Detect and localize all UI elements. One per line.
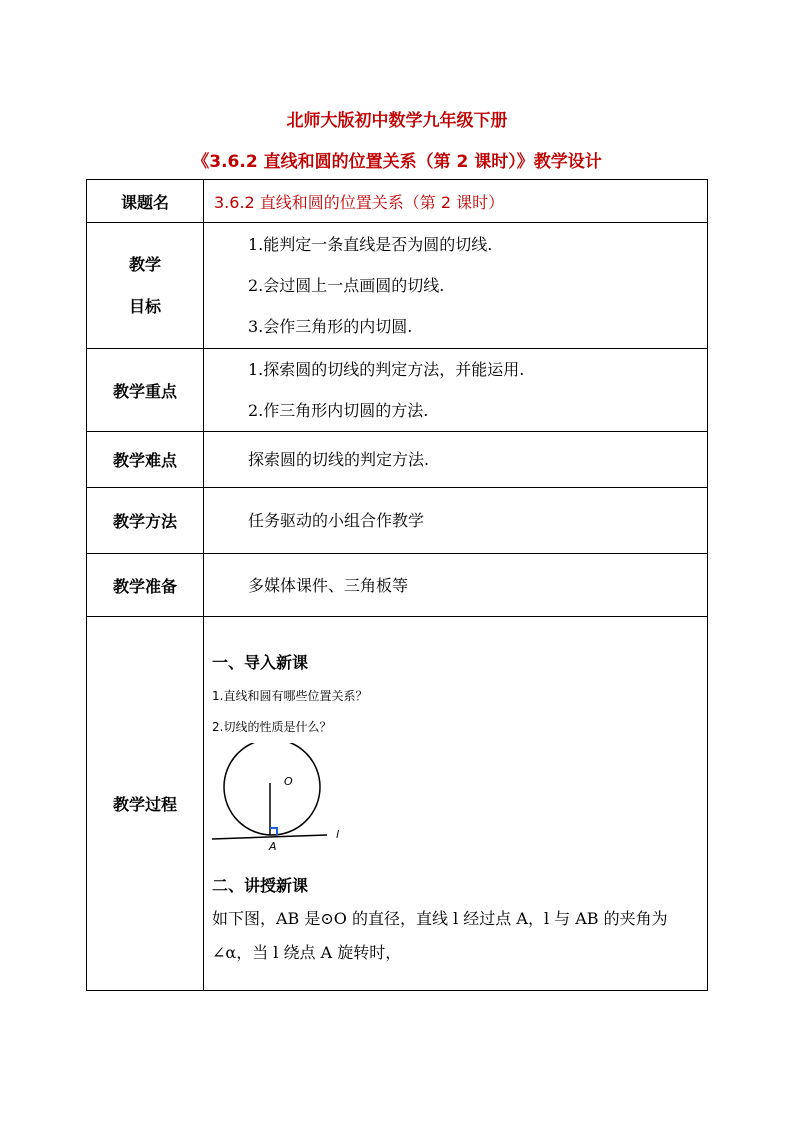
center-label: O	[284, 774, 293, 788]
table-row-preparation	[87, 554, 708, 617]
goals-content	[204, 223, 708, 349]
lesson-paragraph: 如下图，AB 是⊙O 的直径，直线 l 经过点 A，l 与 AB 的夹角为∠α，当 l 绕点 A 旋转时，	[212, 908, 668, 962]
table-row-goals	[87, 223, 708, 349]
method-label: 教学方法	[87, 488, 204, 554]
method-value	[204, 488, 708, 554]
process-label: 教学过程	[87, 617, 204, 991]
line-label: l	[336, 827, 340, 841]
difficulty-text: 探索圆的切线的判定方法.	[248, 450, 430, 469]
section-title-intro: 一、导入新课	[212, 652, 309, 672]
key-points-label: 教学重点	[87, 349, 204, 432]
difficulty-value	[204, 432, 708, 488]
goal-item: 2.会过圆上一点画圆的切线.	[248, 276, 445, 295]
goals-label-line1: 教学	[128, 254, 161, 274]
topic-value: 3.6.2 直线和圆的位置关系（第 2 课时）	[204, 180, 708, 223]
lesson-plan-table	[86, 179, 708, 991]
goal-item: 3.会作三角形的内切圆.	[248, 317, 413, 336]
document-title: 北师大版初中数学九年级下册	[286, 111, 508, 131]
difficulty-label: 教学难点	[87, 432, 204, 488]
question-item: 1.直线和圆有哪些位置关系？	[212, 688, 368, 703]
key-points-content	[204, 349, 708, 432]
method-text: 任务驱动的小组合作教学	[248, 511, 425, 530]
table-row-process	[87, 617, 708, 991]
question-item: 2.切线的性质是什么？	[212, 719, 332, 734]
table-row-difficulty	[87, 432, 708, 488]
document-subtitle: 《3.6.2 直线和圆的位置关系（第 2 课时）》教学设计	[192, 152, 602, 172]
key-point-item: 2.作三角形内切圆的方法.	[248, 401, 429, 420]
key-point-item: 1.探索圆的切线的判定方法，并能运用.	[248, 360, 525, 379]
tangent-circle-figure	[212, 743, 352, 853]
topic-label: 课题名	[87, 180, 204, 223]
preparation-text: 多媒体课件、三角板等	[248, 575, 409, 595]
preparation-value	[204, 554, 708, 617]
goals-label	[87, 223, 204, 349]
table-row-method	[87, 488, 708, 554]
table-row-key-points	[87, 349, 708, 432]
table-row-topic	[87, 180, 708, 223]
preparation-label: 教学准备	[87, 554, 204, 617]
goals-label-line2: 目标	[128, 296, 161, 316]
circle-shape	[224, 743, 320, 835]
process-content	[204, 617, 708, 991]
point-label: A	[269, 839, 277, 853]
section-title-new-lesson: 二、讲授新课	[212, 875, 309, 895]
right-angle-mark	[270, 828, 277, 835]
goal-item: 1.能判定一条直线是否为圆的切线.	[248, 235, 493, 254]
